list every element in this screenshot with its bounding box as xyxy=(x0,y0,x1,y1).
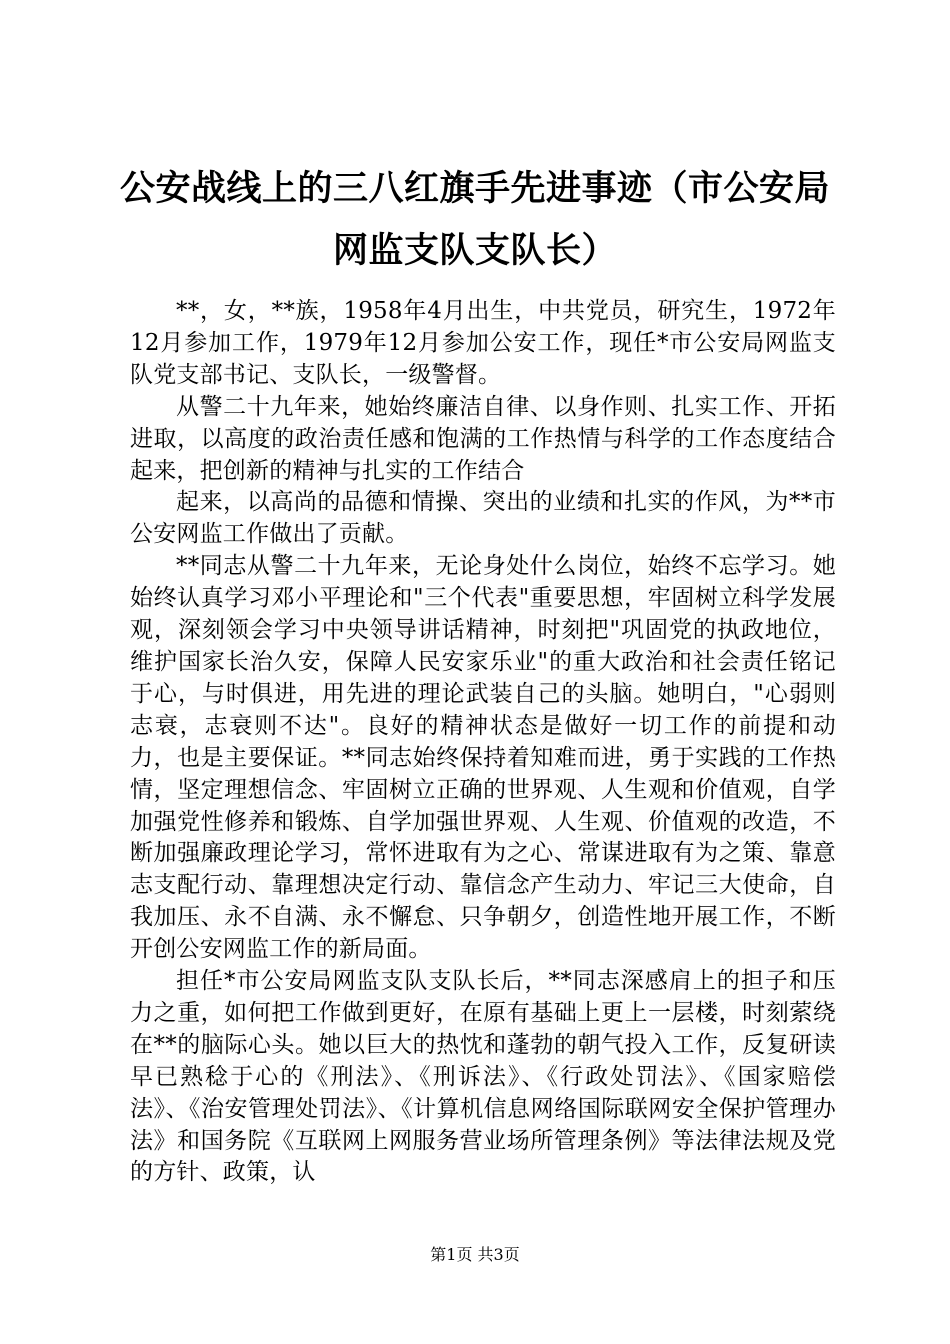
document-title xyxy=(110,158,840,282)
paragraph-1: **，女，**族，1958年4月出生，中共党员，研究生，1972年12月参加工作，1979年12月参加公安工作，现任*市公安局网监支队党支部书记、支队长，一级警督。 xyxy=(130,298,836,388)
paragraph-5: 担任*市公安局网监支队支队长后，**同志深感肩上的担子和压力之重，如何把工作做到更好，在原有基础上更上一层楼，时刻萦绕在**的脑际心头。她以巨大的热忱和蓬勃的朝气投入工作，反复研读早已熟稔于心的《刑法》、《刑诉法》、《行政处罚法》、《国家赔偿法》、《治安管理处罚法》、《计算机信息网络国际联网安全保护管理办法》和国务院《互联网上网服务营业场所管理条例》等法律法规及党的方针、政策，认 xyxy=(130,968,836,1186)
title-line-2: 网监支队支队长） xyxy=(332,231,617,271)
paragraph-4: **同志从警二十九年来，无论身处什么岗位，始终不忘学习。她始终认真学习邓小平理论和"三个代表"重要思想，牢固树立科学发展观，深刻领会学习中央领导讲话精神，时刻把"巩固党的执政地位，维护国家长治久安，保障人民安家乐业"的重大政治和社会责任铭记于心，与时俱进，用先进的理论武装自己的头脑。她明白，"心弱则志衰，志衰则不达"。良好的精神状态是做好一切工作的前提和动力，也是主要保证。**同志始终保持着知难而进，勇于实践的工作热情，坚定理想信念、牢固树立正确的世界观、人生观和价值观，自学加强党性修养和锻炼、自学加强世界观、人生观、价值观的改造，不断加强廉政理论学习，常怀进取有为之心、常谋进取有为之策、靠意志支配行动、靠理想决定行动、靠信念产生动力、牢记三大使命，自我加压、永不自满、永不懈怠、只争朝夕，创造性地开展工作，不断开创公安网监工作的新局面。 xyxy=(130,553,836,963)
document-body xyxy=(130,296,836,1189)
title-line-1: 公安战线上的三八红旗手先进事迹（市公安局 xyxy=(119,169,830,209)
page-footer: 第1页 共3页 xyxy=(430,1245,520,1264)
paragraph-2: 从警二十九年来，她始终廉洁自律、以身作则、扎实工作、开拓进取，以高度的政治责任感和饱满的工作热情与科学的工作态度结合起来，把创新的精神与扎实的工作结合 xyxy=(130,393,836,484)
paragraph-3: 起来，以高尚的品德和情操、突出的业绩和扎实的作风，为**市公安网监工作做出了贡献。 xyxy=(130,489,836,548)
